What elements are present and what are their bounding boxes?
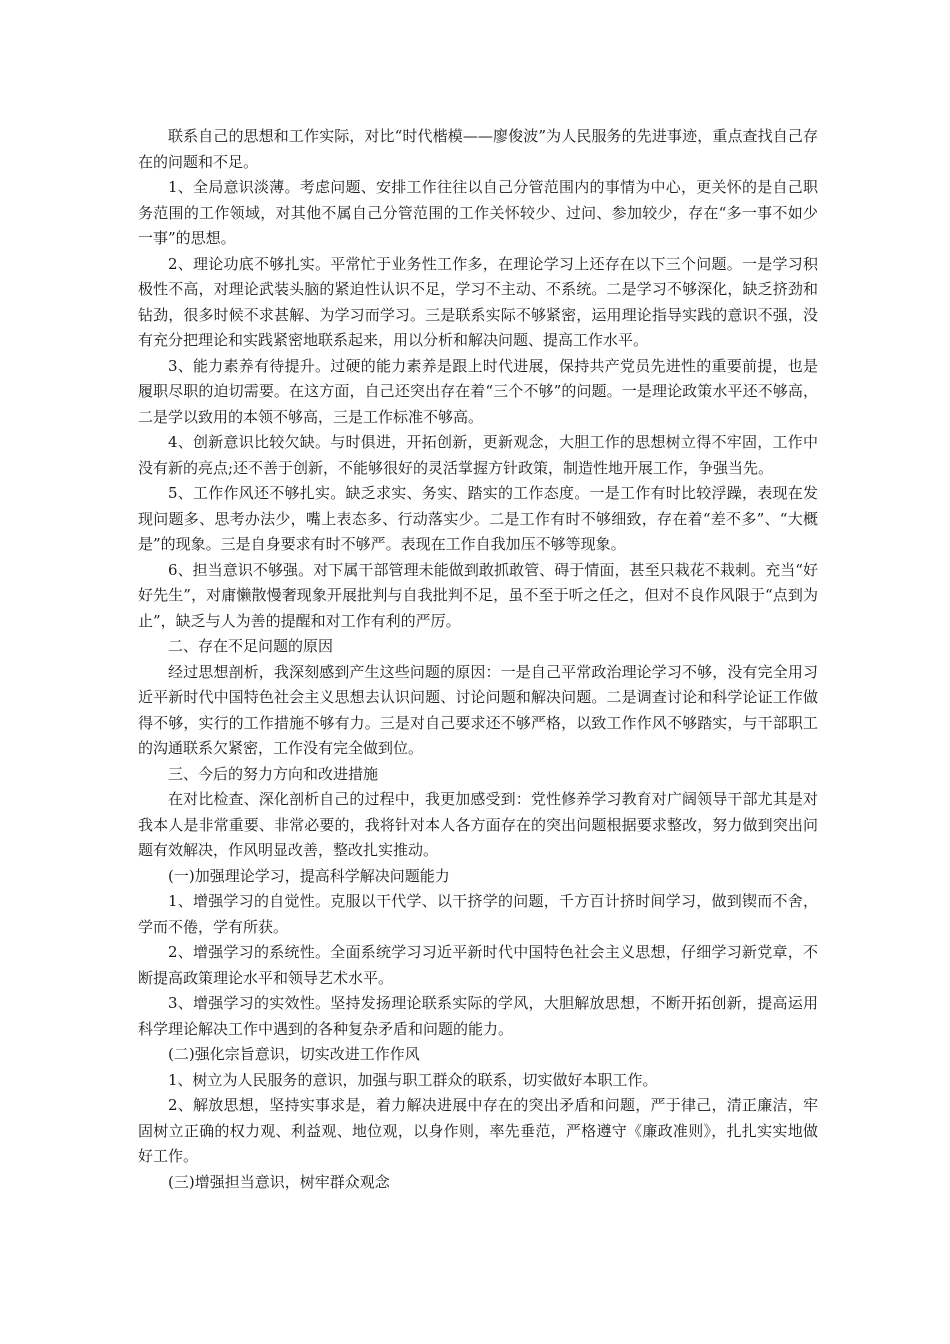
measure-2-2-paragraph: 2、解放思想，坚持实事求是，着力解决进展中存在的突出矛盾和问题，严于律己，清正廉洁，牢固树立正确的权力观、利益观、地位观，以身作则，率先垂范，严格遵守《廉政准则》，扎扎实实地做好工作。 (138, 1096, 818, 1165)
section-3-heading: 三、今后的努力方向和改进措施 (168, 764, 379, 783)
measure-1-3-paragraph: 3、增强学习的实效性。坚持发扬理论联系实际的学风，大胆解放思想，不断开拓创新，提高运用科学理论解决工作中遇到的各种复杂矛盾和问题的能力。 (138, 994, 818, 1038)
subsection-2-heading: (二)强化宗旨意识，切实改进工作作风 (168, 1045, 420, 1063)
subsection-3-heading: (三)增强担当意识，树牢群众观念 (168, 1172, 390, 1191)
causes-paragraph: 经过思想剖析，我深刻感到产生这些问题的原因：一是自己平常政治理论学习不够，没有完全用习近平新时代中国特色社会主义思想去认识问题、讨论问题和解决问题。二是调查讨论和科学论证工作做得不够，实行的工作措施不够有力。三是对自己要求还不够严格，以致工作作风不够踏实，与干部职工的沟通联系欠紧密，工作没有完全做到位。 (138, 662, 818, 757)
document-body (138, 124, 818, 1195)
issue-4-paragraph: 4、创新意识比较欠缺。与时俱进，开拓创新，更新观念，大胆工作的思想树立得不牢固，工作中没有新的亮点;还不善于创新，不能够很好的灵活掌握方针政策，制造性地开展工作，争强当先。 (138, 433, 818, 477)
intro-paragraph: 联系自己的思想和工作实际，对比“时代楷模——廖俊波”为人民服务的先进事迹，重点查找自己存在的问题和不足。 (138, 127, 818, 171)
measure-1-2-paragraph: 2、增强学习的系统性。全面系统学习习近平新时代中国特色社会主义思想，仔细学习新党章，不断提高政策理论水平和领导艺术水平。 (138, 943, 818, 987)
issue-3-paragraph: 3、能力素养有待提升。过硬的能力素养是跟上时代进展，保持共产党员先进性的重要前提，也是履职尽职的迫切需要。在这方面，自己还突出存在着“三个不够”的问题。一是理论政策水平还不够高，二是学以致用的本领不够高，三是工作标准不够高。 (138, 356, 818, 426)
issue-5-paragraph: 5、工作作风还不够扎实。缺乏求实、务实、踏实的工作态度。一是工作有时比较浮躁，表现在发现问题多、思考办法少，嘴上表态多、行动落实少。二是工作有时不够细致，存在着“差不多”、“大概是”的现象。三是自身要求有时不够严。表现在工作自我加压不够等现象。 (138, 484, 818, 553)
subsection-1-heading: (一)加强理论学习，提高科学解决问题能力 (168, 866, 450, 885)
issue-1-paragraph: 1、全局意识淡薄。考虑问题、安排工作往往以自己分管范围内的事情为中心，更关怀的是自己职务范围的工作领域，对其他不属自己分管范围的工作关怀较少、过问、参加较少，存在“多一事不如少一事”的思想。 (138, 178, 818, 247)
issue-6-paragraph: 6、担当意识不够强。对下属干部管理未能做到敢抓敢管、碍于情面，甚至只栽花不栽刺。充当“好好先生”，对庸懒散慢奢现象开展批判与自我批判不足，虽不至于听之任之，但对不良作风限于“点到为止”，缺乏与人为善的提醒和对工作有利的严厉。 (138, 560, 818, 630)
section-2-heading: 二、存在不足问题的原因 (168, 637, 334, 655)
measures-intro-paragraph: 在对比检查、深化剖析自己的过程中，我更加感受到：党性修养学习教育对广阔领导干部尤其是对我本人是非常重要、非常必要的，我将针对本人各方面存在的突出问题根据要求整改，努力做到突出问题有效解决，作风明显改善，整改扎实推动。 (138, 790, 818, 859)
measure-1-1-paragraph: 1、增强学习的自觉性。克服以干代学、以干挤学的问题，千方百计挤时间学习，做到锲而不舍，学而不倦，学有所获。 (138, 892, 818, 936)
issue-2-paragraph: 2、理论功底不够扎实。平常忙于业务性工作多，在理论学习上还存在以下三个问题。一是学习积极性不高，对理论武装头脑的紧迫性认识不足，学习不主动、不系统。二是学习不够深化，缺乏挤劲和钻劲，很多时候不求甚解、为学习而学习。三是联系实际不够紧密，运用理论指导实践的意识不强，没有充分把理论和实践紧密地联系起来，用以分析和解决问题、提高工作水平。 (138, 254, 818, 349)
measure-2-1-paragraph: 1、树立为人民服务的意识，加强与职工群众的联系，切实做好本职工作。 (168, 1070, 658, 1089)
